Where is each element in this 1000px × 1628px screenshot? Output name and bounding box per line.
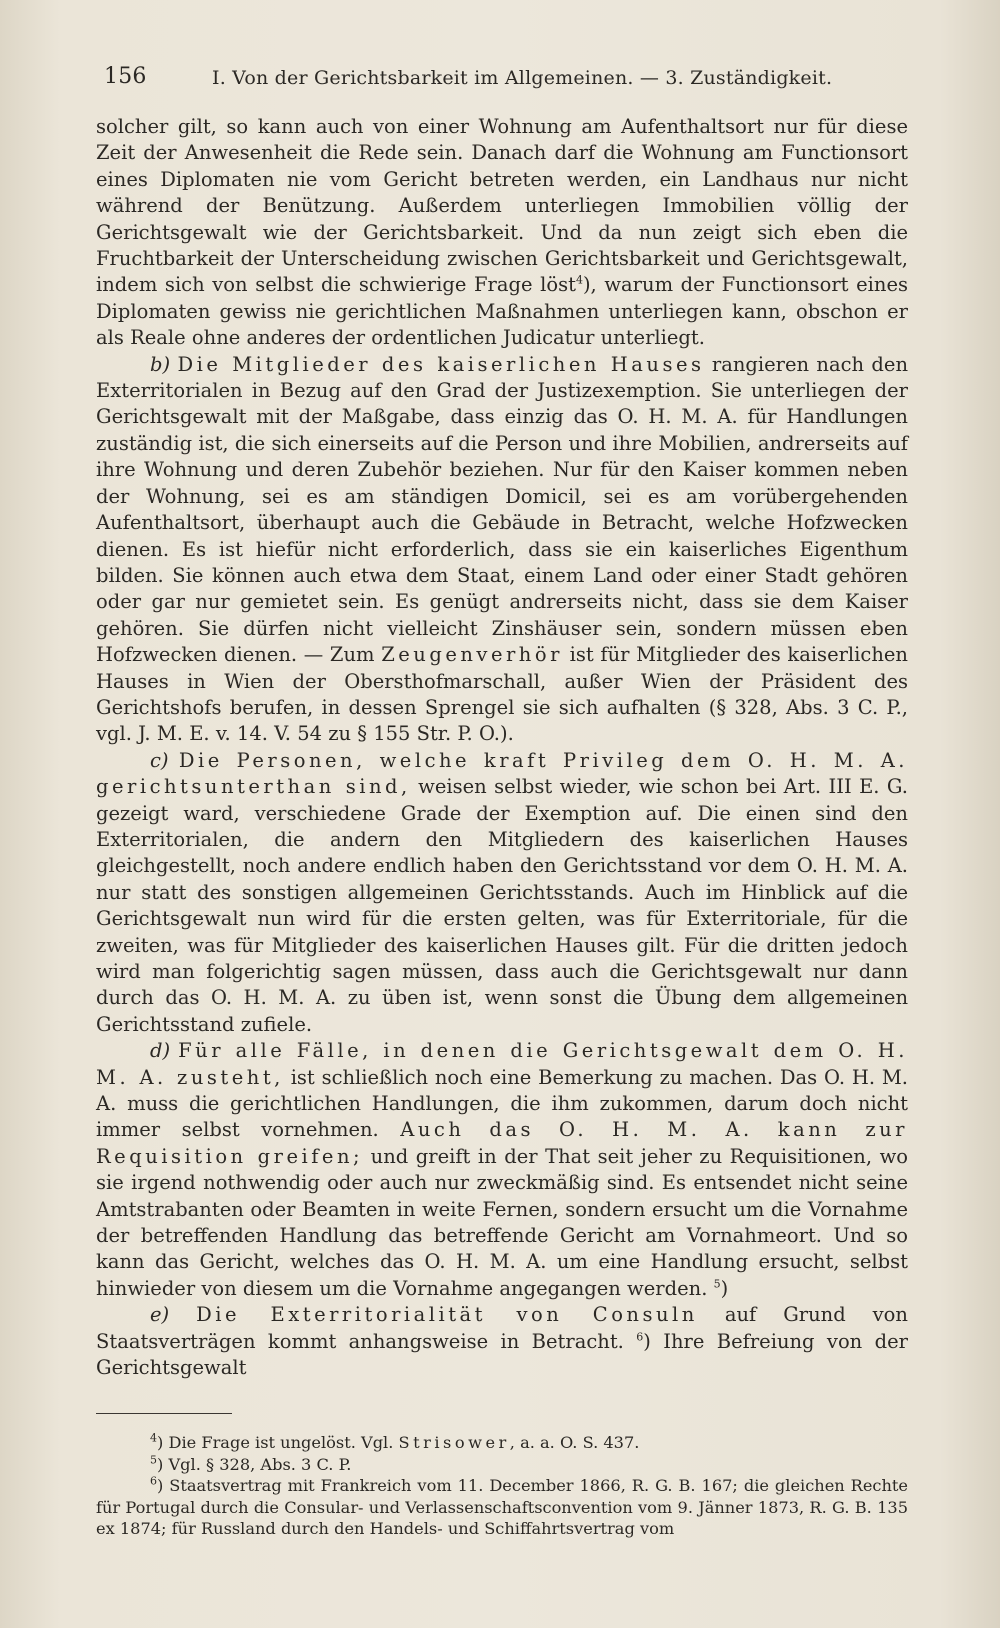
footnote-text: ) Vgl. § 328, Abs. 3 C. P. xyxy=(157,1454,352,1474)
footnote-4 xyxy=(96,1432,908,1454)
section-label: b) xyxy=(150,352,171,376)
paragraph-text: und greift in der That seit jeher zu Requisitionen, wo sie irgend nothwendig oder auch nur zweckmäßig sind. Es entsendet nicht seine Amtstrabanten oder Beamten in weite Fernen, sondern ersucht um die Vornahme der betreffenden Handlung das betreffende Gericht am Vornahmeort. Und so kann das Gericht, welches das O. H. M. A. um eine Handlung ersucht, selbst hinwieder von diesem um die Vornahme angegangen werden. xyxy=(96,1144,909,1300)
paragraph-text: ), warum der Functionsort eines Diplomaten gewiss nie gerichtlichen Maßnahmen unterliegen kann, obschon er als Reale ohne anderes der ordentlichen Judicatur unterliegt. xyxy=(96,273,908,350)
spaced-emphasis: Für alle Fälle, in denen die Gerichtsgewalt dem O. H. M. A. zusteht, xyxy=(96,1039,908,1089)
paragraph-continuation xyxy=(96,114,908,352)
spaced-emphasis: Die Personen, welche kraft Privileg dem O. H. M. A. gerichtsunterthan sind, xyxy=(96,748,909,799)
section-d: d) Für alle Fälle, in denen die Gerichtsgewalt dem O. H. M. A. zusteht, ist schließlich noch eine Bemerkung zu machen. Das O. H. M. A. muss die gerichtlichen Handlungen, die ihm zukommen, darum doch nicht immer selbst vornehmen. Auch das O. H. M. A. kann zur Requisition greifen; und greift in der That seit jeher zu Requisitionen, wo sie irgend nothwendig oder auch nur zweckmäßig sind. Es entsendet nicht seine Amtstrabanten oder Beamten in weite Fernen, sondern ersucht um die Vornahme der betreffenden Handlung das betreffende Gericht am Vornahmeort. Und so kann das Gericht, welches das O. H. M. A. um eine Handlung ersucht, selbst hinwieder von diesem um die Vornahme angegangen werden. $^5$) xyxy=(96,1039,909,1300)
section-b xyxy=(96,352,908,748)
paragraph-text: auf Grund von Staatsverträgen kommt anhangsweise in Betracht. xyxy=(96,1303,908,1353)
page-number: 156 xyxy=(104,64,147,89)
section-c xyxy=(96,748,908,1038)
footnote-text: , a. a. O. S. 437. xyxy=(509,1433,640,1452)
footnote-ref: 6 xyxy=(636,1330,644,1344)
footnote-ref: 5 xyxy=(713,1277,721,1291)
footnote-ref: 4 xyxy=(575,273,583,287)
section-label: c) xyxy=(150,748,169,772)
section-e xyxy=(96,1302,908,1381)
paragraph-text: ) Ihre Befreiung von der Gerichtsgewalt xyxy=(96,1329,908,1380)
paragraph-text: rangieren nach den Exterritorialen in Bezug auf den Grad der Justizexemption. Sie unterliegen der Gerichtsgewalt mit der Maßgabe, dass einzig das O. H. M. A. für Handlungen zuständig ist, die sich einerseits auf die Person und ihre Mobilien, andrerseits auf ihre Wohnung und deren Zubehör beziehen. Nur für den Kaiser kommen neben der Wohnung, sei es am ständigen Domicil, sei es am vorübergehenden Aufenthaltsort, überhaupt auch die Gebäude in Betracht, welche Hofzwecken dienen. Es ist hiefür nicht erforderlich, dass sie ein kaiserliches Eigenthum bilden. Sie können auch etwa dem Staat, einem Land oder einer Stadt gehören oder gar nur gemietet sein. Es genügt andrerseits nicht, dass sie dem Kaiser gehören. Sie dürfen nicht vielleicht Zinshäuser sein, sondern müssen eben Hofzwecken dienen. — Zum xyxy=(96,352,909,667)
spaced-emphasis: Die Exterritorialität von Consuln xyxy=(196,1303,698,1327)
footnote-divider xyxy=(96,1413,232,1414)
paragraph-text: solcher gilt, so kann auch von einer Wohnung am Aufenthaltsort nur für diese Zeit der Anwesenheit die Rede sein. Danach darf die Wohnung am Functionsort eines Diplomaten nie vom Gericht betreten werden, ein Landhaus nur nicht während der Benützung. Außerdem unterliegen Immobilien völlig der Gerichtsgewalt wie der Gerichtsbarkeit. Und da nun zeigt sich eben die Fruchtbarkeit der Unterscheidung zwischen Gerichtsbarkeit und Gerichtsgewalt, indem sich von selbst die schwierige Frage löst xyxy=(96,115,908,297)
section-label: d) xyxy=(150,1039,171,1063)
paragraph-text: weisen selbst wieder, wie schon bei Art. III E. G. gezeigt ward, verschiedene Grade der Exemption auf. Die einen sind den Exterritorialen, die andern den Mitgliedern des kaiserlichen Hauses gleichgestellt, noch andere endlich haben den Gerichtsstand vor dem O. H. M. A. nur statt des sonstigen allgemeinen Gerichtsstands. Auch im Hinblick auf die Gerichtsgewalt nun wird für die ersten gelten, was für Exterritoriale, für die zweiten, was für Mitglieder des kaiserlichen Hauses gilt. Für die dritten jedoch wird man folgerichtig sagen müssen, dass auch die Gerichtsgewalt nur dann durch das O. H. M. A. zu üben ist, wenn sonst die Übung dem allgemeinen Gerichtsstand zufiele. xyxy=(96,775,908,1036)
spaced-emphasis: Auch das O. H. M. A. kann zur Requisition greifen; xyxy=(96,1118,908,1168)
paragraph-text: ist schließlich noch eine Bemerkung zu machen. Das O. H. M. A. muss die gerichtlichen Handlungen, die ihm zukommen, darum doch nicht immer selbst vornehmen. xyxy=(96,1065,908,1142)
running-title: I. Von der Gerichtsbarkeit im Allgemeinen. — 3. Zuständigkeit. xyxy=(212,67,833,89)
body-text xyxy=(96,114,908,1382)
spaced-emphasis: Zeugenverhör xyxy=(381,643,563,667)
footnote-mark: 5 xyxy=(150,1453,157,1467)
section-label: e) xyxy=(150,1303,170,1327)
footnote-mark: 4 xyxy=(150,1431,157,1445)
footnote-text: ) Die Frage ist ungelöst. Vgl. xyxy=(157,1433,399,1452)
spaced-emphasis: Die Mitglieder des kaiserlichen Hauses xyxy=(177,352,705,376)
footnote-5 xyxy=(96,1454,908,1476)
paragraph-text: ist für Mitglieder des kaiserlichen Hauses in Wien der Obersthofmarschall, außer Wien der Präsident des Gerichtshofs berufen, in dessen Sprengel sie sich aufhalten (§ 328, Abs. 3 C. P., vgl. J. M. E. v. 14. V. 54 zu § 155 Str. P. O.). xyxy=(96,643,908,746)
page-header xyxy=(104,64,904,94)
footnotes xyxy=(96,1432,908,1540)
footnote-mark: 6 xyxy=(150,1474,157,1488)
footnote-text: ) Staatsvertrag mit Frankreich vom 11. December 1866, R. G. B. 167; die gleichen Rechte für Portugal durch die Consular- und Verlassenschaftsconvention vom 9. Jänner 1873, R. G. B. 135 ex 1874; für Russland durch den Handels- und Schiffahrtsvertrag vom xyxy=(96,1476,908,1539)
spaced-emphasis: Strisower xyxy=(398,1433,510,1452)
footnote-6 xyxy=(96,1475,908,1540)
